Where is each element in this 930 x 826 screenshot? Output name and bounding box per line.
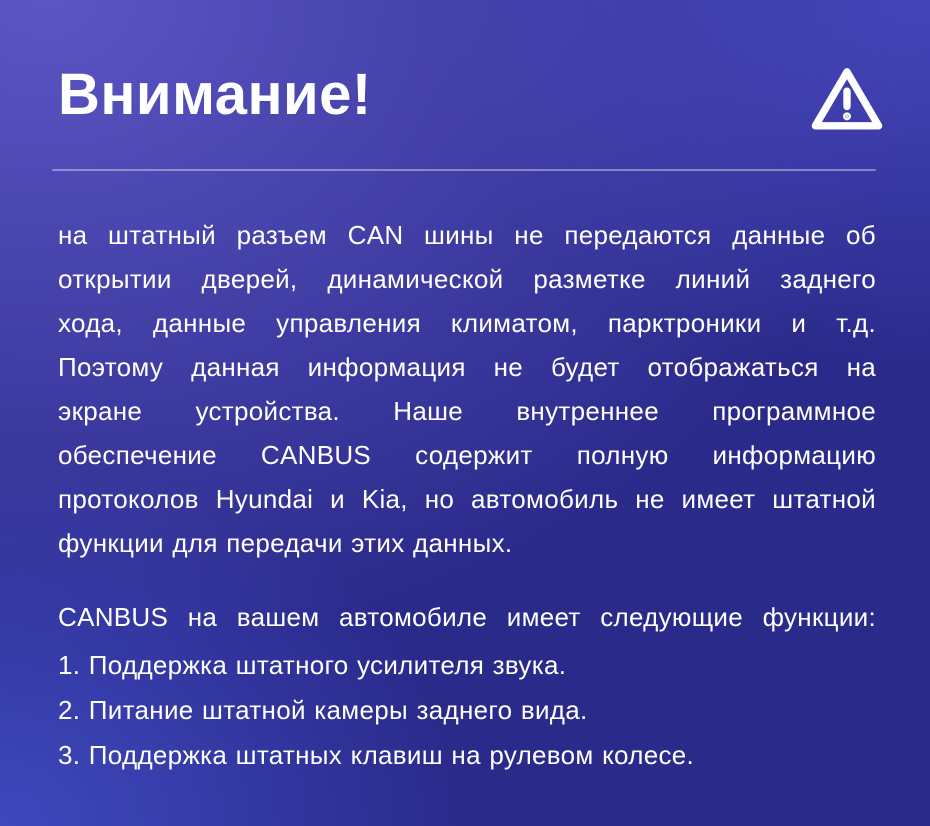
- paragraph-line: Поэтому данная информация не будет отображаться на: [58, 352, 876, 382]
- warning-triangle-icon: [810, 66, 884, 132]
- canbus-description-paragraph: [58, 213, 876, 565]
- function-list-item: 1. Поддержка штатного усилителя звука.: [58, 650, 567, 680]
- functions-list: [58, 643, 876, 778]
- header: [0, 0, 930, 132]
- paragraph-line: на штатный разъем CAN шины не передаются данные об: [58, 220, 876, 250]
- paragraph-line: обеспечение CANBUS содержит полную информацию: [58, 440, 876, 470]
- paragraph-line: функции для передачи этих данных.: [58, 528, 513, 558]
- page-title: Внимание!: [58, 62, 372, 127]
- paragraph-line: хода, данные управления климатом, парктроники и т.д.: [58, 308, 876, 338]
- functions-heading: CANBUS на вашем автомобиле имеет следующие функции:: [58, 602, 876, 632]
- function-list-item: 2. Питание штатной камеры заднего вида.: [58, 695, 588, 725]
- content: [0, 171, 930, 778]
- paragraph-line: открытии дверей, динамической разметке линий заднего: [58, 264, 876, 294]
- paragraph-line: экране устройства. Наше внутреннее программное: [58, 396, 876, 426]
- function-list-item: 3. Поддержка штатных клавиш на рулевом колесе.: [58, 740, 695, 770]
- paragraph-line: протоколов Hyundai и Kia, но автомобиль не имеет штатной: [58, 484, 876, 514]
